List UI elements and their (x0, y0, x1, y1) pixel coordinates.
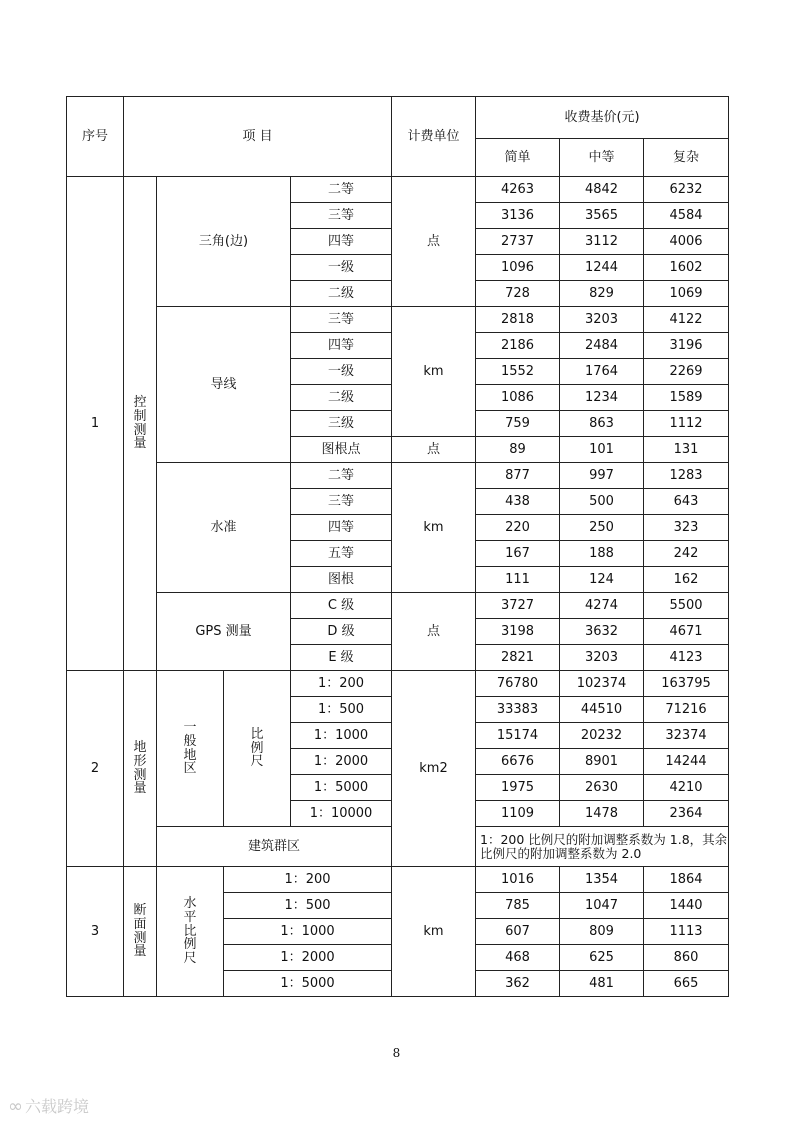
price-medium: 481 (560, 971, 644, 997)
price-simple: 1975 (476, 775, 560, 801)
price-complex: 860 (644, 945, 729, 971)
price-medium: 20232 (560, 723, 644, 749)
price-medium: 3203 (560, 307, 644, 333)
section-2-number: 2 (67, 671, 124, 867)
price-medium: 1764 (560, 359, 644, 385)
scale-cell: 1：500 (291, 697, 392, 723)
price-medium: 500 (560, 489, 644, 515)
price-medium: 4842 (560, 177, 644, 203)
price-medium: 3203 (560, 645, 644, 671)
price-simple: 111 (476, 567, 560, 593)
scale-cell: 1：1000 (224, 919, 392, 945)
grade-cell: 五等 (291, 541, 392, 567)
price-simple: 3198 (476, 619, 560, 645)
price-complex: 4584 (644, 203, 729, 229)
grade-cell: 一级 (291, 255, 392, 281)
price-simple: 468 (476, 945, 560, 971)
grade-cell: D 级 (291, 619, 392, 645)
page-number: 8 (392, 1046, 401, 1060)
price-simple: 728 (476, 281, 560, 307)
price-complex: 5500 (644, 593, 729, 619)
scale-cell: 1：1000 (291, 723, 392, 749)
price-simple: 33383 (476, 697, 560, 723)
price-complex: 4006 (644, 229, 729, 255)
grade-cell: 二等 (291, 177, 392, 203)
building-area-label: 建筑群区 (157, 827, 392, 867)
grade-cell: 二级 (291, 281, 392, 307)
price-simple: 2821 (476, 645, 560, 671)
price-simple: 2818 (476, 307, 560, 333)
section-2-name: 地 形 测 量 (124, 671, 157, 867)
header-complex: 复杂 (644, 139, 729, 177)
grade-cell: 三级 (291, 411, 392, 437)
header-item: 项 目 (124, 97, 392, 177)
price-simple: 167 (476, 541, 560, 567)
triangulation-label: 三角(边) (157, 177, 291, 307)
price-simple: 76780 (476, 671, 560, 697)
header-simple: 简单 (476, 139, 560, 177)
table-row (67, 307, 729, 333)
grade-cell: C 级 (291, 593, 392, 619)
price-medium: 829 (560, 281, 644, 307)
price-medium: 1354 (560, 867, 644, 893)
grade-cell: 二等 (291, 463, 392, 489)
price-complex: 4671 (644, 619, 729, 645)
grade-cell: E 级 (291, 645, 392, 671)
scale-cell: 1：2000 (291, 749, 392, 775)
price-complex: 665 (644, 971, 729, 997)
price-complex: 14244 (644, 749, 729, 775)
grade-cell: 图根点 (291, 437, 392, 463)
price-complex: 2364 (644, 801, 729, 827)
price-medium: 997 (560, 463, 644, 489)
price-simple: 1096 (476, 255, 560, 281)
price-simple: 89 (476, 437, 560, 463)
price-simple: 2737 (476, 229, 560, 255)
price-simple: 877 (476, 463, 560, 489)
horizontal-scale-label: 水 平 比 例 尺 (157, 867, 224, 997)
price-simple: 438 (476, 489, 560, 515)
scale-cell: 1：10000 (291, 801, 392, 827)
price-complex: 1864 (644, 867, 729, 893)
price-complex: 242 (644, 541, 729, 567)
price-medium: 250 (560, 515, 644, 541)
price-complex: 1283 (644, 463, 729, 489)
topo-unit: km2 (392, 671, 476, 867)
scale-cell: 1：2000 (224, 945, 392, 971)
price-complex: 3196 (644, 333, 729, 359)
price-complex: 323 (644, 515, 729, 541)
price-medium: 3112 (560, 229, 644, 255)
price-complex: 1112 (644, 411, 729, 437)
price-simple: 362 (476, 971, 560, 997)
section-unit: km (392, 867, 476, 997)
price-simple: 759 (476, 411, 560, 437)
price-complex: 71216 (644, 697, 729, 723)
traverse-unit: km (392, 307, 476, 437)
price-complex: 1589 (644, 385, 729, 411)
price-medium: 101 (560, 437, 644, 463)
price-medium: 1047 (560, 893, 644, 919)
price-complex: 1069 (644, 281, 729, 307)
scale-cell: 1：5000 (224, 971, 392, 997)
section-3-number: 3 (67, 867, 124, 997)
price-simple: 15174 (476, 723, 560, 749)
price-simple: 1016 (476, 867, 560, 893)
leveling-unit: km (392, 463, 476, 593)
grade-cell: 三等 (291, 307, 392, 333)
price-simple: 785 (476, 893, 560, 919)
watermark-logo-icon: ∞ (8, 1096, 23, 1117)
price-simple: 3136 (476, 203, 560, 229)
header-unit: 计费单位 (392, 97, 476, 177)
price-simple: 4263 (476, 177, 560, 203)
scale-label: 比 例 尺 (224, 671, 291, 827)
price-complex: 162 (644, 567, 729, 593)
price-medium: 2630 (560, 775, 644, 801)
price-simple: 607 (476, 919, 560, 945)
leveling-label: 水准 (157, 463, 291, 593)
price-medium: 4274 (560, 593, 644, 619)
gps-label: GPS 测量 (157, 593, 291, 671)
price-medium: 2484 (560, 333, 644, 359)
price-simple: 1552 (476, 359, 560, 385)
building-area-note: 1：200 比例尺的附加调整系数为 1.8，其余比例尺的附加调整系数为 2.0 (476, 827, 729, 867)
header-seq: 序号 (67, 97, 124, 177)
traverse-label: 导线 (157, 307, 291, 463)
price-medium: 3565 (560, 203, 644, 229)
header-medium: 中等 (560, 139, 644, 177)
price-medium: 8901 (560, 749, 644, 775)
price-simple: 6676 (476, 749, 560, 775)
price-complex: 1440 (644, 893, 729, 919)
grade-cell: 四等 (291, 229, 392, 255)
price-complex: 1113 (644, 919, 729, 945)
scale-cell: 1：5000 (291, 775, 392, 801)
price-complex: 131 (644, 437, 729, 463)
grade-cell: 三等 (291, 203, 392, 229)
general-area-label: 一 般 地 区 (157, 671, 224, 827)
table-row (67, 671, 729, 697)
table-row (67, 177, 729, 203)
grade-cell: 四等 (291, 515, 392, 541)
scale-cell: 1：200 (291, 671, 392, 697)
price-complex: 32374 (644, 723, 729, 749)
scale-cell: 1：500 (224, 893, 392, 919)
price-medium: 1478 (560, 801, 644, 827)
price-complex: 163795 (644, 671, 729, 697)
price-complex: 4122 (644, 307, 729, 333)
price-medium: 3632 (560, 619, 644, 645)
price-complex: 643 (644, 489, 729, 515)
grade-cell: 四等 (291, 333, 392, 359)
traverse-point-unit: 点 (392, 437, 476, 463)
price-medium: 44510 (560, 697, 644, 723)
header-price: 收费基价(元) (476, 97, 729, 139)
price-medium: 809 (560, 919, 644, 945)
section-3-name: 断 面 测 量 (124, 867, 157, 997)
price-complex: 4123 (644, 645, 729, 671)
price-simple: 3727 (476, 593, 560, 619)
price-complex: 4210 (644, 775, 729, 801)
price-complex: 1602 (644, 255, 729, 281)
price-simple: 220 (476, 515, 560, 541)
scale-cell: 1：200 (224, 867, 392, 893)
grade-cell: 一级 (291, 359, 392, 385)
price-medium: 1244 (560, 255, 644, 281)
price-medium: 102374 (560, 671, 644, 697)
price-medium: 124 (560, 567, 644, 593)
grade-cell: 二级 (291, 385, 392, 411)
table-row (67, 867, 729, 893)
price-simple: 1109 (476, 801, 560, 827)
watermark-text: 六载跨境 (25, 1097, 90, 1116)
price-medium: 625 (560, 945, 644, 971)
price-complex: 2269 (644, 359, 729, 385)
price-medium: 1234 (560, 385, 644, 411)
price-simple: 1086 (476, 385, 560, 411)
table-row (67, 463, 729, 489)
grade-cell: 三等 (291, 489, 392, 515)
section-1-number: 1 (67, 177, 124, 671)
price-medium: 863 (560, 411, 644, 437)
price-complex: 6232 (644, 177, 729, 203)
section-1-name: 控 制 测 量 (124, 177, 157, 671)
grade-cell: 图根 (291, 567, 392, 593)
table-row (67, 593, 729, 619)
gps-unit: 点 (392, 593, 476, 671)
fee-table (66, 96, 729, 997)
price-medium: 188 (560, 541, 644, 567)
watermark (8, 1094, 89, 1117)
triangulation-unit: 点 (392, 177, 476, 307)
price-simple: 2186 (476, 333, 560, 359)
